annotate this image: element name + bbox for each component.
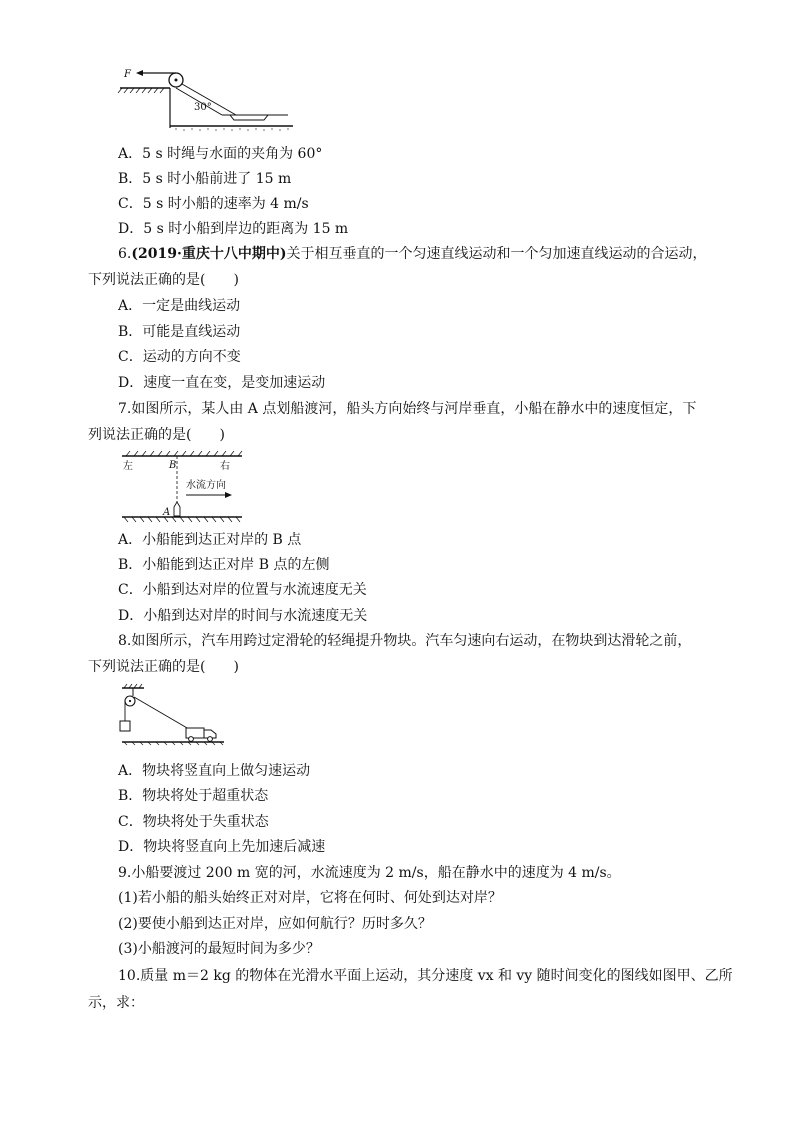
truck-icon: [186, 728, 216, 741]
q5-figure: [118, 68, 298, 138]
q5-option-a: A．5 s 时绳与水面的夹角为 60°: [118, 146, 323, 162]
q8-option-a: A．物块将竖直向上做匀速运动: [118, 763, 311, 779]
q10-stem-2: 示，求：: [88, 995, 144, 1011]
flow-direction-label: 水流方向: [186, 480, 226, 491]
q8-option-b: B．物块将处于超重状态: [118, 788, 269, 804]
q6-number: 6.: [118, 246, 132, 262]
force-label: F: [124, 69, 131, 80]
boat-icon: [230, 115, 268, 120]
q6-option-a: A．一定是曲线运动: [118, 298, 241, 314]
left-bank-label: 左: [123, 461, 133, 472]
point-b-label: B: [169, 460, 177, 471]
q5-option-c: C．5 s 时小船的速率为 4 m/s: [118, 196, 309, 212]
block-icon: [120, 721, 130, 731]
q7-option-d: D．小船到达对岸的时间与水流速度无关: [118, 608, 368, 624]
right-bank-label: 右: [220, 461, 230, 472]
q8-option-c: C．物块将处于失重状态: [118, 814, 269, 830]
angle-label: 30°: [194, 102, 212, 113]
q9-part-2: (2)要使小船到达正对岸，应如何航行？历时多久？: [118, 916, 432, 932]
q8-figure: [118, 684, 228, 746]
q9-part-3: (3)小船渡河的最短时间为多少？: [118, 941, 320, 957]
q5-option-d: D．5 s 时小船到岸边的距离为 15 m: [118, 221, 349, 237]
q6-source: (2019·重庆十八中期中): [131, 246, 287, 262]
q6-stem-1: 关于相互垂直的一个匀速直线运动和一个匀加速直线运动的合运动，: [286, 246, 707, 262]
q7-figure: [120, 450, 245, 525]
q9-part-1: (1)若小船的船头始终正对对岸，它将在何时、何处到达对岸？: [118, 890, 502, 906]
q6-stem-2: 下列说法正确的是( ): [88, 272, 239, 288]
q8-stem-2: 下列说法正确的是( ): [88, 659, 239, 675]
q7-option-c: C．小船到达对岸的位置与水流速度无关: [118, 582, 367, 598]
q5-option-b: B．5 s 时小船前进了 15 m: [118, 171, 292, 187]
q9-stem: 9.小船要渡过 200 m 宽的河，水流速度为 2 m/s，船在静水中的速度为 4 m/s。: [118, 865, 621, 881]
q7-stem-1: 7.如图所示，某人由 A 点划船渡河，船头方向始终与河岸垂直，小船在静水中的速度恒定，下: [118, 401, 697, 417]
q7-option-b: B．小船能到达正对岸 B 点的左侧: [118, 557, 330, 573]
q7-option-a: A．小船能到达正对岸的 B 点: [118, 532, 302, 548]
boat-icon: [174, 502, 180, 516]
q7-stem-2: 列说法正确的是( ): [88, 427, 225, 443]
q6-option-b: B．可能是直线运动: [118, 324, 241, 340]
point-a-label: A: [163, 507, 171, 518]
q8-stem-1: 8.如图所示，汽车用跨过定滑轮的轻绳提升物块。汽车匀速向右运动，在物块到达滑轮之前，: [118, 633, 692, 649]
q6-option-d: D．速度一直在变，是变加速运动: [118, 375, 326, 391]
q6-option-c: C．运动的方向不变: [118, 349, 241, 365]
q10-stem-1: 10.质量 m＝2 kg 的物体在光滑水平面上运动，其分速度 vx 和 vy 随时间变化的图线如图甲、乙所: [118, 968, 733, 984]
q6-stem: [118, 244, 706, 264]
q8-option-d: D．物块将竖直向上先加速后减速: [118, 839, 326, 855]
